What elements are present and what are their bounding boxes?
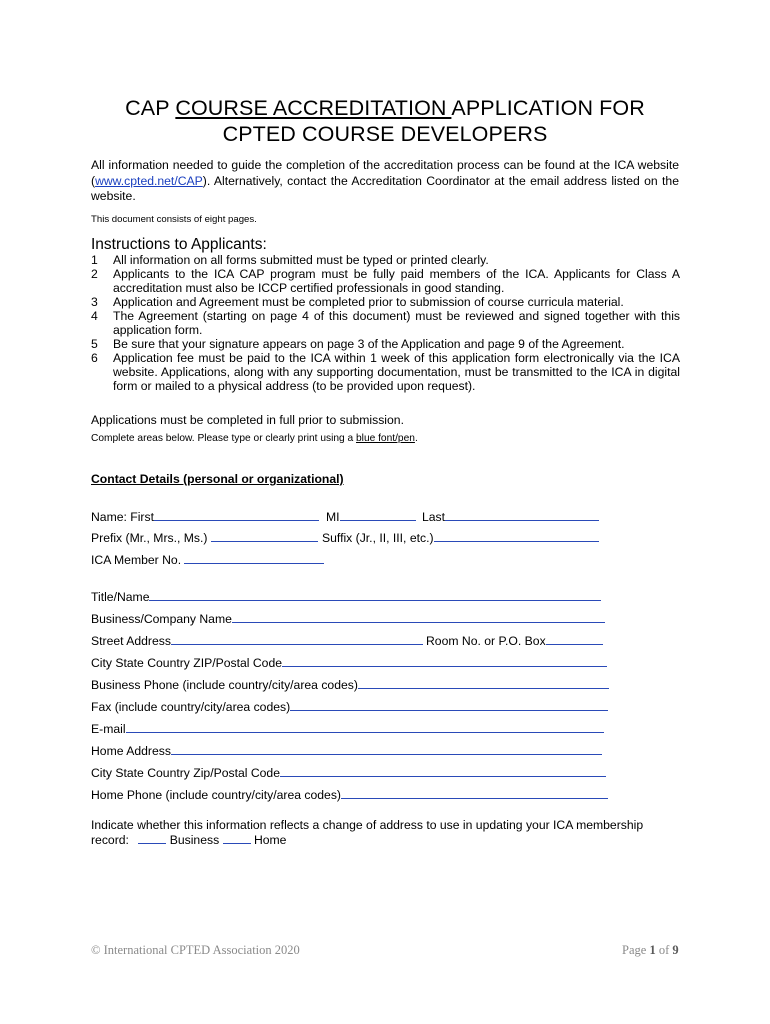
title-line1-underlined: COURSE ACCREDITATION bbox=[175, 96, 452, 120]
business-name-field[interactable] bbox=[232, 612, 605, 623]
change-address-text: Indicate whether this information reflects a change of address to use in updating your ICA membership bbox=[91, 818, 644, 832]
home-phone-row: Home Phone (include country/city/area codes) bbox=[91, 788, 608, 802]
home-city-state-zip-field[interactable] bbox=[280, 766, 606, 777]
home-phone-field[interactable] bbox=[341, 788, 608, 799]
room-field[interactable] bbox=[546, 634, 603, 645]
home-checkbox-blank[interactable] bbox=[223, 833, 251, 844]
prefix-field[interactable] bbox=[211, 531, 318, 542]
member-no-row: ICA Member No. bbox=[91, 553, 324, 567]
title-name-row: Title/Name bbox=[91, 590, 601, 604]
email-field[interactable] bbox=[126, 722, 604, 733]
page-number: Page 1 of 9 bbox=[622, 943, 679, 957]
middle-initial-field[interactable] bbox=[340, 510, 416, 521]
home-address-row: Home Address bbox=[91, 744, 602, 758]
instructions-heading: Instructions to Applicants: bbox=[91, 236, 267, 253]
name-row: Name: First bbox=[91, 510, 319, 524]
home-address-field[interactable] bbox=[171, 744, 602, 755]
fax-field[interactable] bbox=[290, 700, 608, 711]
mi-row: MI bbox=[326, 510, 416, 524]
cap-website-link[interactable]: www.cpted.net/CAP bbox=[95, 173, 203, 188]
complete-in-full-note: Applications must be completed in full prior to submission. bbox=[91, 413, 404, 427]
business-checkbox-blank[interactable] bbox=[138, 833, 166, 844]
title-line1-pre: CAP bbox=[125, 96, 176, 120]
business-phone-field[interactable] bbox=[358, 678, 609, 689]
room-row: Room No. or P.O. Box bbox=[426, 634, 603, 648]
last-name-row: Last bbox=[422, 510, 599, 524]
first-name-field[interactable] bbox=[154, 510, 319, 521]
member-no-field[interactable] bbox=[184, 553, 324, 564]
page-count-note: This document consists of eight pages. bbox=[91, 214, 257, 225]
street-address-field[interactable] bbox=[171, 634, 423, 645]
title-line1-post: APPLICATION FOR bbox=[451, 96, 645, 120]
blue-font-note: blue font/pen bbox=[356, 433, 415, 444]
street-row: Street Address bbox=[91, 634, 423, 648]
fax-row: Fax (include country/city/area codes) bbox=[91, 700, 608, 714]
page-title bbox=[0, 95, 770, 121]
city-row: City State Country ZIP/Postal Code bbox=[91, 656, 607, 670]
suffix-field[interactable] bbox=[434, 531, 599, 542]
page-subtitle: CPTED COURSE DEVELOPERS bbox=[222, 122, 548, 146]
email-row: E-mail bbox=[91, 722, 604, 736]
title-name-field[interactable] bbox=[149, 590, 601, 601]
city-state-zip-field[interactable] bbox=[282, 656, 607, 667]
footer-copyright: © International CPTED Association 2020 bbox=[91, 943, 300, 957]
business-phone-row: Business Phone (include country/city/area codes) bbox=[91, 678, 609, 692]
business-name-row: Business/Company Name bbox=[91, 612, 605, 626]
intro-paragraph: All information needed to guide the completion of the accreditation process can be found at the ICA website (www.cpted.net/CAP). Alternatively, contact the Accreditation Coordinator at the email address listed on the website. bbox=[91, 158, 679, 204]
complete-areas-note: Complete areas below. Please type or clearly print using a blue font/pen. bbox=[91, 433, 418, 444]
change-address-record-row: record: Business Home bbox=[91, 833, 287, 847]
prefix-row: Prefix (Mr., Mrs., Ms.) bbox=[91, 531, 318, 545]
last-name-field[interactable] bbox=[445, 510, 599, 521]
suffix-row: Suffix (Jr., II, III, etc.) bbox=[322, 531, 599, 545]
contact-details-heading: Contact Details (personal or organizational) bbox=[91, 472, 344, 486]
home-city-row: City State Country Zip/Postal Code bbox=[91, 766, 606, 780]
